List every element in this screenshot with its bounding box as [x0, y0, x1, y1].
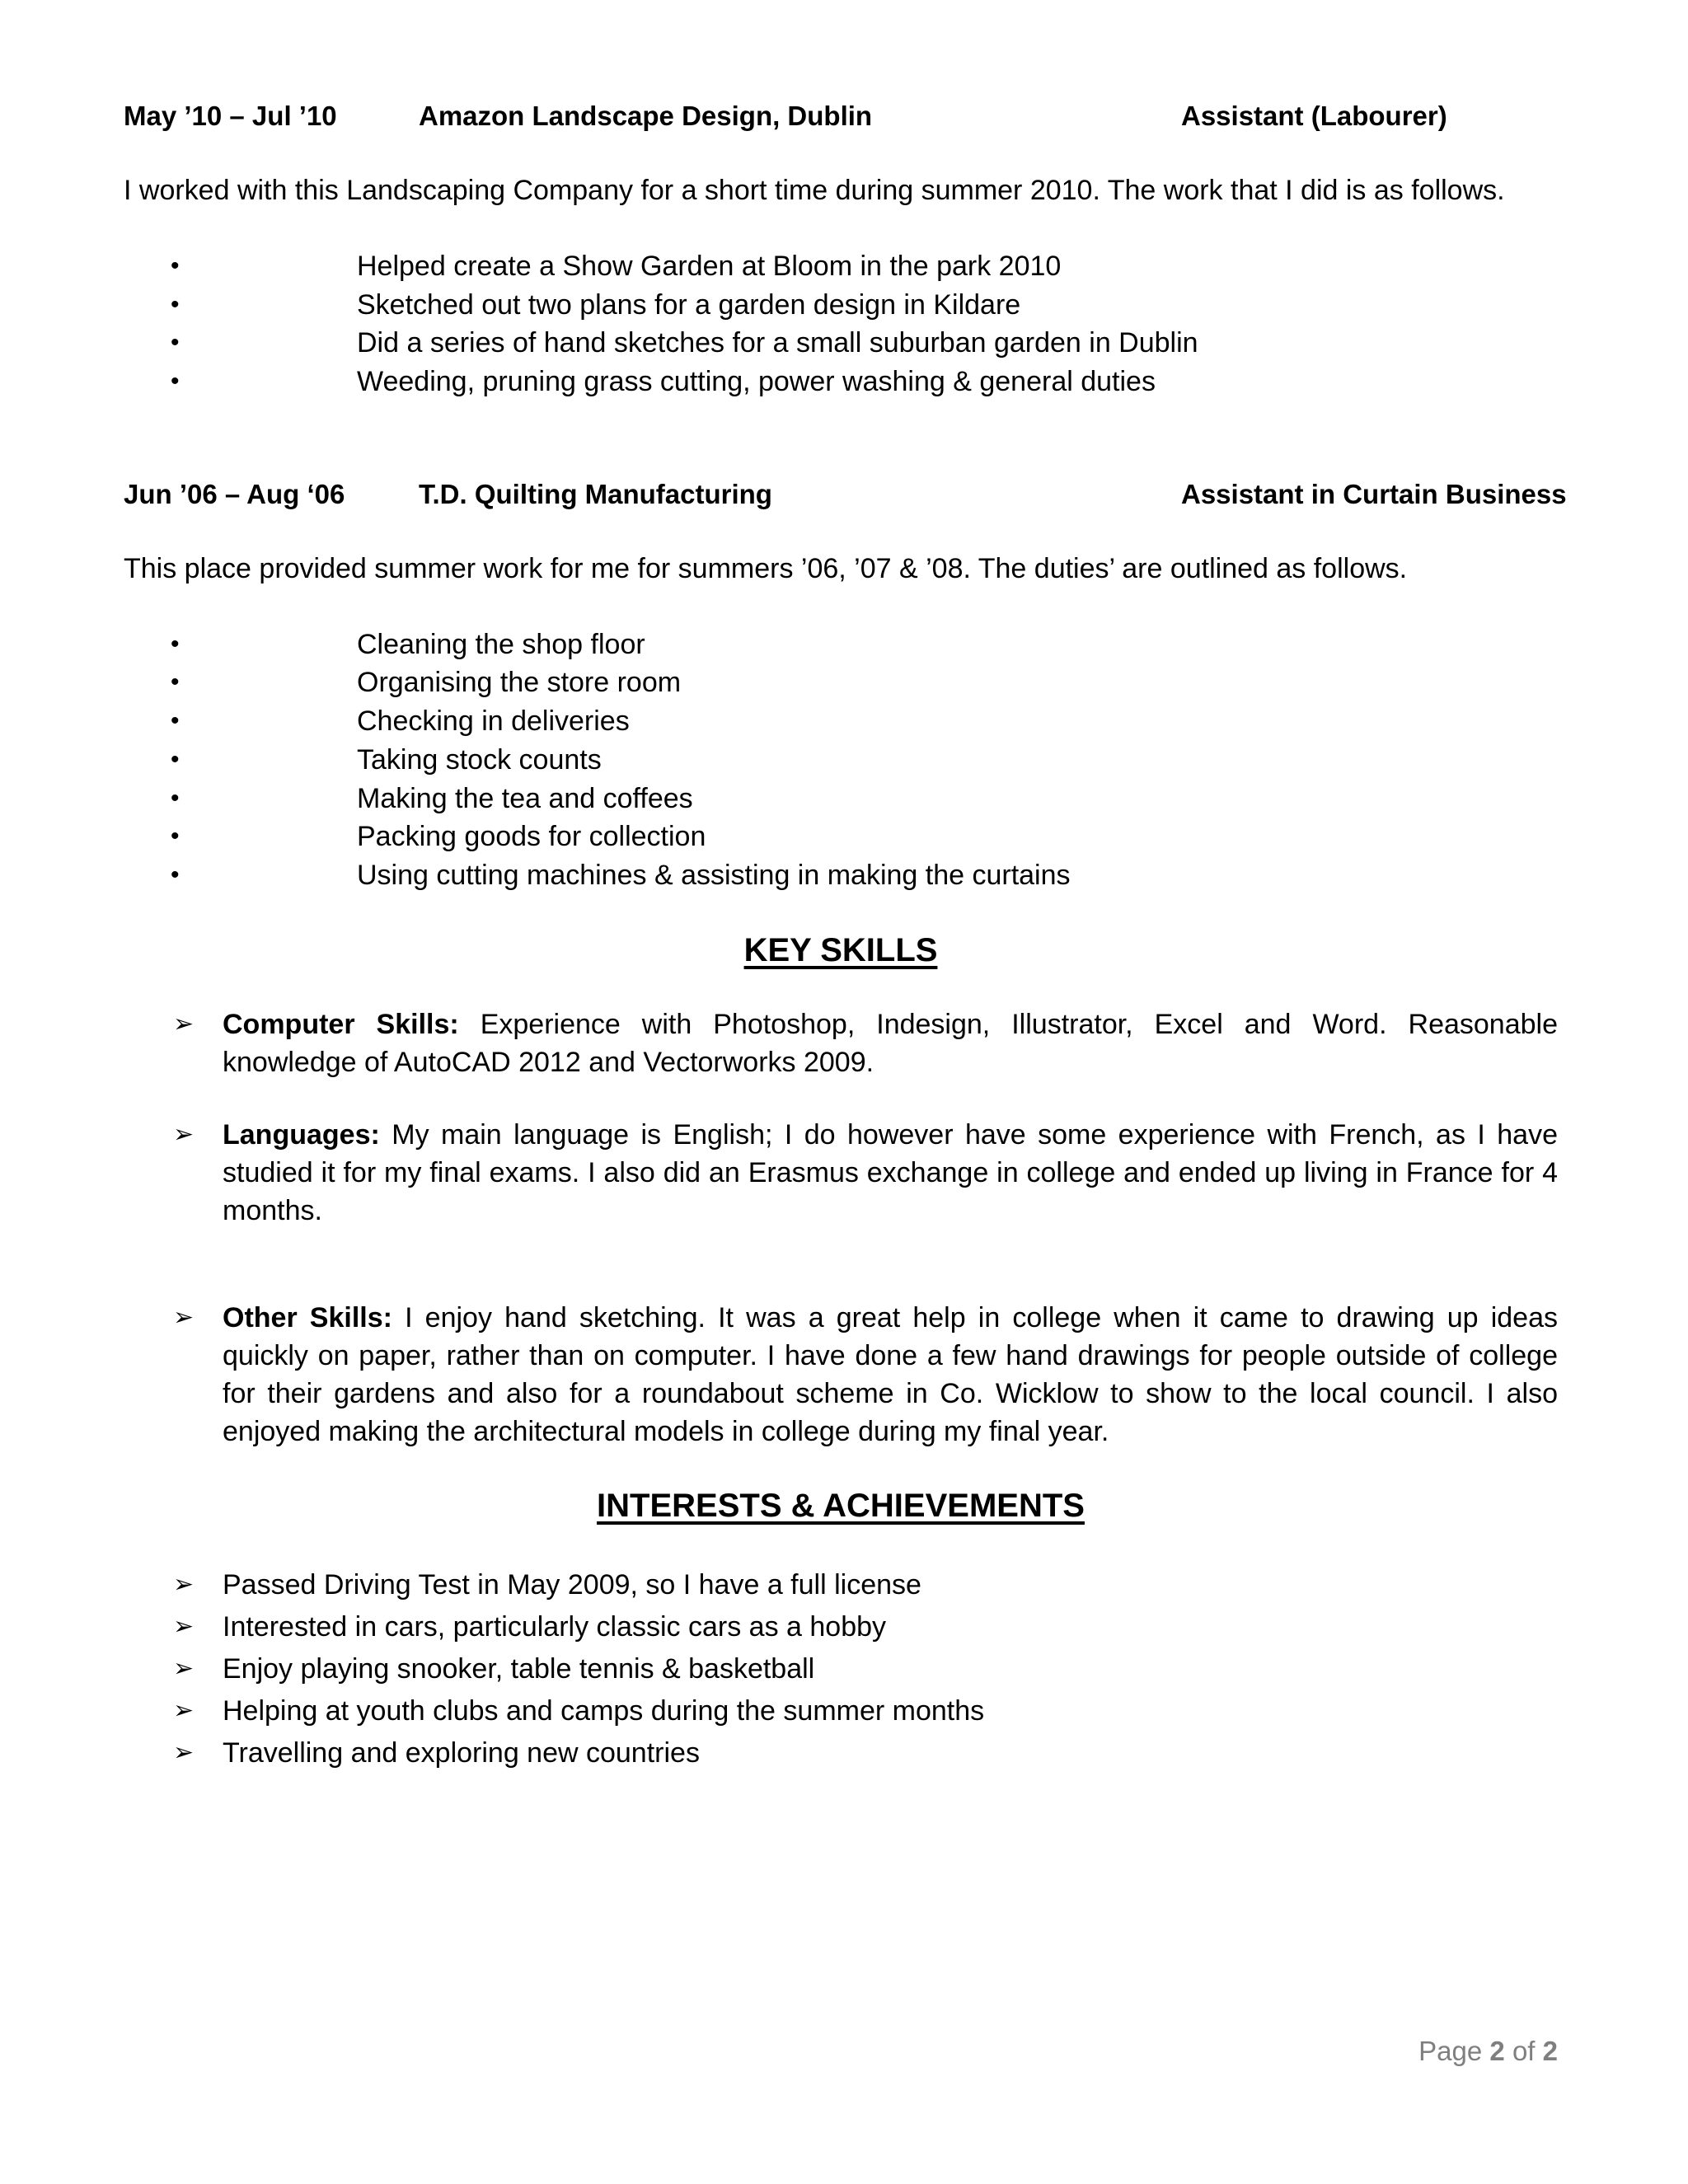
key-skills-list — [124, 1005, 1558, 1451]
list-item — [124, 247, 1558, 286]
job-header — [124, 97, 1558, 135]
page-number-current: 2 — [1489, 2036, 1505, 2066]
interest-text: Enjoy playing snooker, table tennis & basketball — [223, 1652, 815, 1685]
arrow-bullet-icon: ➢ — [173, 1570, 195, 1598]
page-number-middle: of — [1504, 2036, 1543, 2066]
bullet-icon: • — [171, 860, 180, 888]
job-entry-td-quilting — [124, 476, 1567, 895]
list-item — [124, 663, 1558, 702]
arrow-bullet-icon: ➢ — [173, 1010, 195, 1038]
bullet-icon: • — [171, 630, 180, 658]
skill-label: Computer Skills: — [223, 1008, 459, 1040]
list-item — [124, 1692, 1558, 1734]
duty-text: Taking stock counts — [357, 743, 602, 776]
duty-text: Helped create a Show Garden at Bloom in the park 2010 — [357, 251, 1062, 282]
resume-page-2 — [124, 97, 1567, 1776]
key-skills-heading: KEY SKILLS — [743, 931, 938, 968]
skill-label: Languages: — [223, 1118, 380, 1151]
job-header — [124, 476, 1567, 513]
interests-list — [124, 1566, 1558, 1776]
bullet-icon: • — [171, 329, 180, 357]
job-entry-amazon — [124, 97, 1558, 401]
duty-text: Sketched out two plans for a garden design in Kildare — [357, 288, 1021, 321]
list-item — [124, 1734, 1558, 1776]
interests-heading: INTERESTS & ACHIEVEMENTS — [597, 1487, 1085, 1524]
arrow-bullet-icon: ➢ — [173, 1654, 195, 1682]
duty-text: Weeding, pruning grass cutting, power washing & general duties — [357, 366, 1156, 398]
duties-list — [124, 626, 1558, 895]
skill-label: Other Skills: — [223, 1301, 392, 1333]
bullet-icon: • — [171, 823, 180, 851]
job-dates: May ’10 – Jul ’10 — [124, 101, 337, 131]
bullet-icon: • — [171, 707, 180, 735]
page-number-total: 2 — [1542, 2036, 1558, 2066]
bullet-icon: • — [171, 745, 180, 773]
list-item — [124, 363, 1558, 401]
list-item — [124, 324, 1558, 363]
arrow-bullet-icon: ➢ — [173, 1696, 195, 1724]
duty-text: Did a series of hand sketches for a small suburban garden in Dublin — [357, 327, 1198, 359]
list-item — [124, 1299, 1558, 1451]
skill-text: My main language is English; I do however have some experience with French, as I have studied it for my final exams. I also did an Erasmus exchange in college and ended up living in France for 4 months. — [223, 1118, 1558, 1226]
list-item — [124, 1566, 1558, 1608]
job-role: Assistant in Curtain Business — [1181, 478, 1567, 509]
skill-text: I enjoy hand sketching. It was a great help in college when it came to drawing up ideas quickly on paper, rather than on computer. I have done a few hand drawings for people outside of college for their gardens and also for a roundabout scheme in Co. Wicklow to show to the local council. I also enjoyed making the architectural models in college during my final year. — [223, 1301, 1558, 1447]
interest-text: Passed Driving Test in May 2009, so I have a full license — [223, 1568, 921, 1601]
list-item — [124, 741, 1558, 780]
bullet-icon: • — [171, 252, 180, 279]
duty-text: Cleaning the shop floor — [357, 628, 645, 660]
interest-text: Helping at youth clubs and camps during the summer months — [223, 1694, 985, 1727]
list-item — [124, 1005, 1558, 1081]
page-number — [1418, 2032, 1558, 2070]
page-number-prefix: Page — [1418, 2036, 1490, 2066]
arrow-bullet-icon: ➢ — [173, 1612, 195, 1640]
list-item — [124, 1608, 1558, 1650]
bullet-icon: • — [171, 784, 180, 812]
list-item — [124, 780, 1558, 818]
skill-text: Experience with Photoshop, Indesign, Illustrator, Excel and Word. Reasonable knowledge of AutoCAD 2012 and Vectorworks 2009. — [223, 1008, 1558, 1078]
bullet-icon: • — [171, 290, 180, 318]
duty-text: Checking in deliveries — [357, 705, 630, 738]
duty-text: Packing goods for collection — [357, 821, 706, 853]
list-item — [124, 702, 1558, 741]
list-item — [124, 818, 1558, 856]
job-company: Amazon Landscape Design, Dublin — [419, 101, 873, 131]
interest-text: Interested in cars, particularly classic cars as a hobby — [223, 1610, 887, 1643]
duties-list — [124, 247, 1558, 401]
list-item — [124, 1650, 1558, 1692]
list-item — [124, 626, 1558, 664]
arrow-bullet-icon: ➢ — [173, 1303, 195, 1331]
bullet-icon: • — [171, 368, 180, 396]
list-item — [124, 1116, 1558, 1230]
interest-text: Travelling and exploring new countries — [223, 1736, 700, 1769]
job-intro: I worked with this Landscaping Company for a short time during summer 2010. The work that I did is as follows. — [124, 175, 1505, 206]
job-intro: This place provided summer work for me for summers ’06, ’07 & ’08. The duties’ are outlined as follows. — [124, 552, 1408, 584]
list-item — [124, 286, 1558, 325]
job-company: T.D. Quilting Manufacturing — [419, 478, 772, 509]
job-dates: Jun ’06 – Aug ‘06 — [124, 478, 345, 509]
arrow-bullet-icon: ➢ — [173, 1738, 195, 1766]
bullet-icon: • — [171, 668, 180, 696]
list-item — [124, 856, 1558, 895]
duty-text: Organising the store room — [357, 667, 682, 699]
duty-text: Making the tea and coffees — [357, 782, 693, 814]
duty-text: Using cutting machines & assisting in making the curtains — [357, 859, 1071, 891]
arrow-bullet-icon: ➢ — [173, 1120, 195, 1148]
job-role: Assistant (Labourer) — [1181, 101, 1447, 131]
